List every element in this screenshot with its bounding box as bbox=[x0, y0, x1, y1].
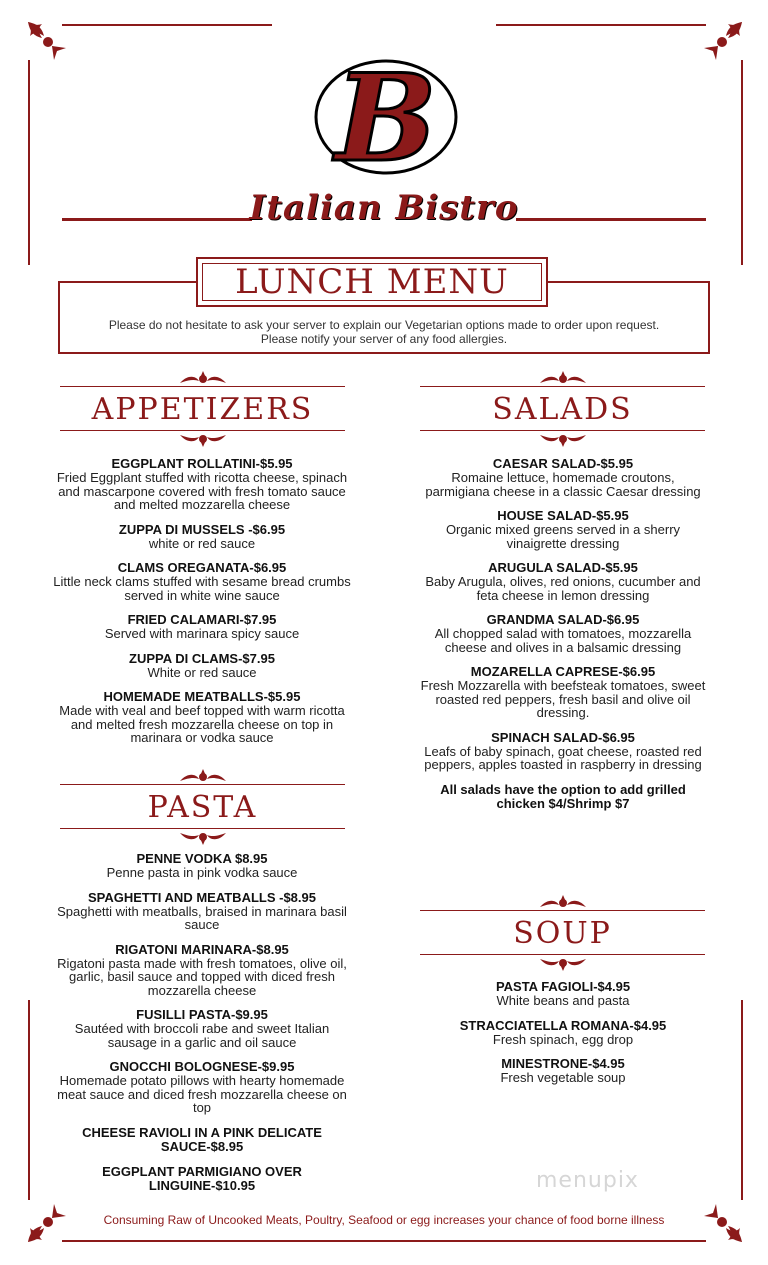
frame-top-right bbox=[496, 24, 706, 26]
frame-bottom bbox=[62, 1240, 706, 1242]
item-name: PASTA FAGIOLI-$4.95 bbox=[495, 979, 631, 994]
item-desc: White or red sauce bbox=[147, 664, 257, 680]
logo-letter: B bbox=[335, 55, 437, 180]
salad-addon-note: All salads have the option to add grilled chicken $4/Shrimp $7 bbox=[440, 781, 686, 811]
item-desc: Organic mixed greens served in a sherry vinaigrette dressing bbox=[445, 522, 681, 551]
notice-line-1: Please do not hesitate to ask your server to explain our Vegetarian options made to order upon request. bbox=[108, 318, 660, 332]
item-desc: Penne pasta in pink vodka sauce bbox=[106, 865, 298, 880]
item-name: FRIED CALAMARI-$7.95 bbox=[127, 612, 277, 627]
item-name: MINESTRONE-$4.95 bbox=[501, 1056, 625, 1071]
frame-right-bottom bbox=[741, 1000, 743, 1200]
fleur-de-lis-icon bbox=[24, 18, 70, 64]
item-name: ZUPPA DI CLAMS-$7.95 bbox=[129, 650, 275, 666]
item-desc: Rigatoni pasta made with fresh tomatoes, olive oil, garlic, basil sauce and topped with diced fresh mozzarella cheese bbox=[57, 955, 347, 998]
item-name: CLAMS OREGANATA-$6.95 bbox=[117, 560, 287, 575]
item-name: SPAGHETTI AND MEATBALLS -$8.95 bbox=[87, 889, 316, 905]
item-desc: Little neck clams stuffed with sesame bread crumbs served in white wine sauce bbox=[53, 574, 351, 603]
scroll-ornament-icon bbox=[538, 954, 588, 972]
item-desc: Fresh Mozzarella with beefsteak tomatoes, sweet roasted red peppers, fresh basil and olive oil dressing. bbox=[420, 678, 706, 720]
menu-item bbox=[418, 665, 708, 720]
frame-top-left bbox=[62, 24, 272, 26]
notice-text bbox=[58, 318, 710, 346]
watermark: menupix bbox=[536, 1168, 639, 1193]
section-title-appetizers: APPETIZERS bbox=[91, 392, 314, 427]
menu-item bbox=[418, 731, 708, 772]
menu-item bbox=[52, 943, 352, 998]
menu-item bbox=[418, 613, 708, 654]
item-name: ZUPPA DI MUSSELS -$6.95 bbox=[118, 521, 286, 537]
item-name: PENNE VODKA $8.95 bbox=[136, 851, 268, 866]
section-title-soup: SOUP bbox=[513, 916, 612, 951]
brand-name: Italian Bistro bbox=[249, 188, 519, 228]
scroll-ornament-icon bbox=[538, 430, 588, 448]
food-safety-warning: Consuming Raw of Uncooked Meats, Poultry, Seafood or egg increases your chance of food borne illness bbox=[103, 1213, 665, 1227]
menu-item bbox=[52, 1165, 352, 1193]
menu-item bbox=[418, 1019, 708, 1047]
pasta-list bbox=[52, 852, 352, 1204]
item-desc: Fresh spinach, egg drop bbox=[492, 1031, 634, 1047]
soup-list bbox=[418, 980, 708, 1096]
logo bbox=[300, 55, 470, 180]
item-name: STRACCIATELLA ROMANA-$4.95 bbox=[459, 1017, 667, 1033]
section-title-pasta: PASTA bbox=[147, 790, 258, 825]
page-title: LUNCH MENU bbox=[235, 262, 509, 302]
item-name: HOMEMADE MEATBALLS-$5.95 bbox=[103, 689, 301, 704]
item-desc: Spaghetti with meatballs, braised in marinara basil sauce bbox=[57, 903, 347, 932]
item-desc: White beans and pasta bbox=[496, 993, 630, 1008]
section-head-pasta bbox=[60, 770, 345, 840]
menu-item bbox=[52, 613, 352, 641]
item-name: ARUGULA SALAD-$5.95 bbox=[488, 560, 638, 575]
item-name: CAESAR SALAD-$5.95 bbox=[492, 456, 634, 471]
item-desc: Romaine lettuce, homemade croutons, parmigiana cheese in a classic Caesar dressing bbox=[425, 470, 701, 499]
menu-item bbox=[52, 891, 352, 932]
item-desc: Made with veal and beef topped with warm ricotta and melted fresh mozzarella cheese on top in marinara or vodka sauce bbox=[59, 703, 345, 745]
item-desc: Fresh vegetable soup bbox=[500, 1070, 626, 1085]
menu-item bbox=[418, 509, 708, 550]
menu-item bbox=[52, 523, 352, 551]
scroll-ornament-icon bbox=[178, 430, 228, 448]
item-name: CHEESE RAVIOLI IN A PINK DELICATE SAUCE-$8.95 bbox=[82, 1124, 322, 1154]
section-head-soup bbox=[420, 896, 705, 966]
appetizers-list bbox=[52, 457, 352, 756]
menu-item bbox=[418, 980, 708, 1008]
scroll-ornament-icon bbox=[178, 828, 228, 846]
menu-item bbox=[52, 1008, 352, 1049]
frame-left-bottom bbox=[28, 1000, 30, 1200]
section-title-salads: SALADS bbox=[492, 392, 633, 427]
fleur-de-lis-icon bbox=[700, 18, 746, 64]
menu-item bbox=[52, 690, 352, 745]
item-desc: white or red sauce bbox=[148, 535, 256, 551]
notice-line-2: Please notify your server of any food allergies. bbox=[260, 332, 508, 346]
item-desc: Fried Eggplant stuffed with ricotta cheese, spinach and mascarpone covered with fresh tomato sauce and melted mozzarella cheese bbox=[56, 470, 348, 512]
salads-list bbox=[418, 457, 708, 811]
item-desc: All chopped salad with tomatoes, mozzarella cheese and olives in a balsamic dressing bbox=[434, 626, 692, 655]
menu-item bbox=[52, 652, 352, 680]
item-desc: Served with marinara spicy sauce bbox=[104, 626, 300, 641]
menu-item bbox=[418, 457, 708, 498]
item-desc: Baby Arugula, olives, red onions, cucumber and feta cheese in lemon dressing bbox=[425, 574, 701, 603]
menu-item bbox=[52, 852, 352, 880]
menu-item bbox=[52, 1060, 352, 1115]
item-name: EGGPLANT PARMIGIANO OVER LINGUINE-$10.95 bbox=[102, 1163, 302, 1193]
item-name: GNOCCHI BOLOGNESE-$9.95 bbox=[109, 1059, 295, 1074]
frame-left-top bbox=[28, 60, 30, 265]
item-name: EGGPLANT ROLLATINI-$5.95 bbox=[111, 456, 293, 471]
item-name: GRANDMA SALAD-$6.95 bbox=[486, 612, 640, 627]
section-head-salads bbox=[420, 372, 705, 442]
item-name: FUSILLI PASTA-$9.95 bbox=[136, 1007, 268, 1022]
item-name: MOZARELLA CAPRESE-$6.95 bbox=[470, 664, 656, 679]
menu-item bbox=[418, 1057, 708, 1085]
item-name: RIGATONI MARINARA-$8.95 bbox=[115, 941, 289, 957]
item-desc: Homemade potato pillows with hearty homemade meat sauce and diced fresh mozzarella cheese on top bbox=[57, 1073, 347, 1115]
frame-right-top bbox=[741, 60, 743, 265]
item-name: SPINACH SALAD-$6.95 bbox=[491, 729, 635, 745]
menu-item bbox=[52, 561, 352, 602]
menu-item bbox=[52, 1126, 352, 1154]
item-name: HOUSE SALAD-$5.95 bbox=[497, 508, 629, 523]
menu-item bbox=[418, 561, 708, 602]
item-desc: Sautéed with broccoli rabe and sweet Italian sausage in a garlic and oil sauce bbox=[74, 1021, 330, 1050]
section-head-appetizers bbox=[60, 372, 345, 442]
item-desc: Leafs of baby spinach, goat cheese, roasted red peppers, apples toasted in raspberry in dressing bbox=[424, 743, 702, 772]
menu-item bbox=[52, 457, 352, 512]
